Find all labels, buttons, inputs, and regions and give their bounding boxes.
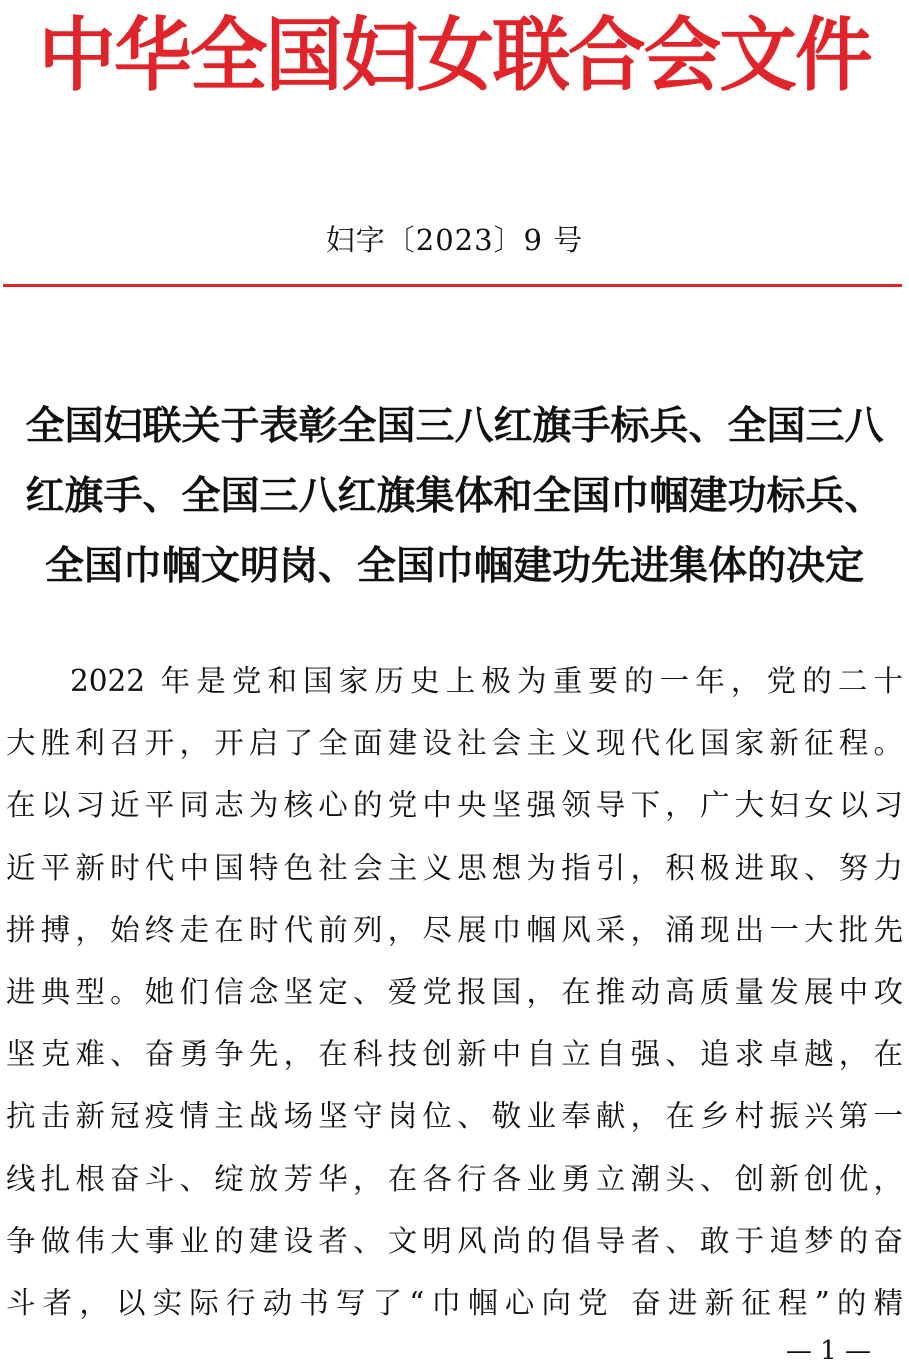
- document-number: 妇字〔2023〕9 号: [325, 223, 584, 257]
- body-text: [6, 650, 903, 1334]
- masthead-title: 中华全国妇女联合会文件: [38, 9, 871, 102]
- body-line: 抗击新冠疫情主战场坚守岗位、敬业奉献，在乡村振兴第一: [6, 1099, 903, 1134]
- body-line: 近平新时代中国特色社会主义思想为指引，积极进取、努力: [6, 850, 903, 885]
- page-number: — 1 —: [785, 1336, 871, 1366]
- body-line: 进典型。她们信念坚定、爱党报国，在推动高质量发展中攻: [6, 975, 903, 1010]
- body-line: 线扎根奋斗、绽放芳华，在各行各业勇立潮头、创新创优，: [6, 1161, 903, 1196]
- body-line: 大胜利召开，开启了全面建设社会主义现代化国家新征程。: [6, 726, 903, 761]
- red-divider-line: [3, 284, 902, 287]
- decision-title: [10, 392, 899, 602]
- body-line: 拼搏，始终走在时代前列，尽展巾帼风采，涌现出一大批先: [6, 912, 903, 947]
- body-line: 坚克难、奋勇争先，在科技创新中自立自强、追求卓越，在: [6, 1037, 903, 1072]
- body-line: 在以习近平同志为核心的党中央坚强领导下，广大妇女以习: [6, 788, 903, 823]
- body-line: 争做伟大事业的建设者、文明风尚的倡导者、敢于追梦的奋: [6, 1223, 903, 1258]
- title-line: 红旗手、全国三八红旗集体和全国巾帼建功标兵、: [25, 474, 884, 519]
- title-line: 全国巾帼文明岗、全国巾帼建功先进集体的决定: [44, 544, 864, 589]
- title-line: 全国妇联关于表彰全国三八红旗手标兵、全国三八: [25, 404, 884, 449]
- body-line: 2022 年是党和国家历史上极为重要的一年，党的二十: [70, 664, 903, 698]
- body-line: 斗者，以实际行动书写了“巾帼心向党 奋进新征程”的精: [6, 1286, 903, 1321]
